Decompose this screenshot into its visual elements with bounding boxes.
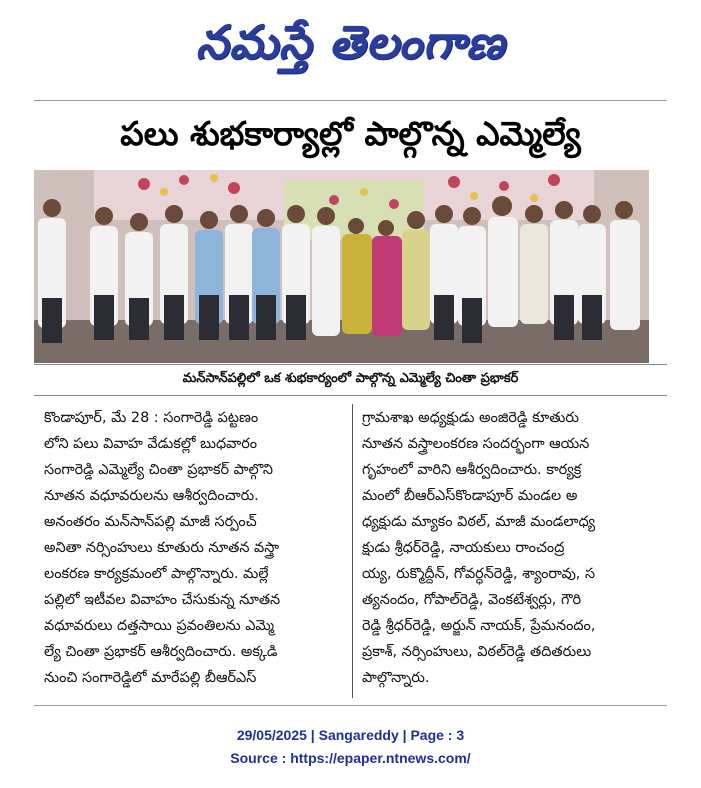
body-line: గృహంలో వారిని ఆశీర్వదించారు. కార్యక్ర: [362, 462, 582, 478]
body-line: ధ్యక్షుడు మ్యాకం విఠల్, మాజీ మండలాధ్య: [362, 514, 596, 530]
masthead-divider: [34, 100, 667, 101]
body-line: నూతన వస్త్రాలంకరణ సందర్భంగా ఆయన: [362, 436, 590, 452]
article-bottom-rule: [34, 705, 667, 706]
body-line: గ్రామశాఖ అధ్యక్షుడు అంజిరెడ్డి కూతురు: [362, 410, 579, 426]
body-line: లంకరణ కార్యక్రమంలో పాల్గొన్నారు. మల్లే: [44, 566, 269, 582]
masthead: [0, 0, 701, 95]
masthead-title: నమస్తే తెలంగాణ: [195, 14, 506, 69]
body-line: పాల్గొన్నారు.: [362, 670, 430, 686]
body-line: ల్యే చింతా ప్రభాకర్ ఆశీర్వదించారు. అక్కడి: [44, 644, 278, 660]
body-line: రెడ్డి శ్రీధర్‌రెడ్డి, అర్జున్ నాయక్, ప్రేమనందం,: [362, 618, 596, 634]
column-divider: [352, 404, 353, 698]
edition-info: 29/05/2025 | Sangareddy | Page : 3: [236, 727, 465, 743]
photo-caption: మన్‌సాన్‌పల్లిలో ఒక శుభకార్యంలో పాల్గొన్న ఎమ్మెల్యే చింతా ప్రభాకర్: [34, 364, 667, 396]
body-line: ప్రకాశ్, నర్సింహులు, విఠల్‌రెడ్డి తదితరులు: [362, 644, 592, 660]
article-body-right-column: [362, 405, 667, 691]
body-line: అనంతరం మన్‌సాన్‌పల్లి మాజీ సర్పంచ్: [44, 514, 257, 530]
article-headline: పలు శుభకార్యాల్లో పాల్గొన్న ఎమ్మెల్యే: [120, 113, 581, 153]
body-line: నుంచి సంగారెడ్డిలో మారేపల్లి బీఆర్‌ఎస్: [44, 670, 257, 686]
body-line: అనితా నర్సింహులు కూతురు నూతన వస్త్రా: [44, 540, 280, 556]
body-line: క్షుడు శ్రీధర్‌రెడ్డి, నాయకులు రాంచంద్ర: [362, 540, 565, 556]
body-line: సంగారెడ్డి ఎమ్మెల్యే చింతా ప్రభాకర్ పాల్గొని: [44, 462, 274, 478]
source-link[interactable]: Source : https://epaper.ntnews.com/: [230, 750, 471, 766]
article-body-left-column: [44, 405, 349, 691]
body-line: కొండాపూర్, మే 28 : సంగారెడ్డి పట్టణం: [44, 410, 259, 426]
body-line: మంలో బీఆర్‌ఎస్‌కొండాపూర్ మండల అ: [362, 488, 578, 504]
body-line: పల్లిలో ఇటీవల వివాహం చేసుకున్న నూతన: [44, 592, 281, 608]
body-line: త్యనందం, గోపాల్‌రెడ్డి, వెంకటేశ్వర్లు, గౌరి: [362, 592, 582, 608]
article-photo: [34, 170, 649, 363]
body-line: య్య, రుక్మొద్దీన్, గోవర్ధన్‌రెడ్డి, శ్యాంరావు, స: [362, 566, 596, 582]
body-line: నూతన వధూవరులను ఆశీర్వదించారు.: [44, 488, 259, 504]
body-line: వధూవరులు దత్తసాయి ప్రవంతిలను ఎమ్మె: [44, 618, 275, 634]
body-line: లోని పలు వివాహ వేడుకల్లో బుధవారం: [44, 436, 258, 452]
